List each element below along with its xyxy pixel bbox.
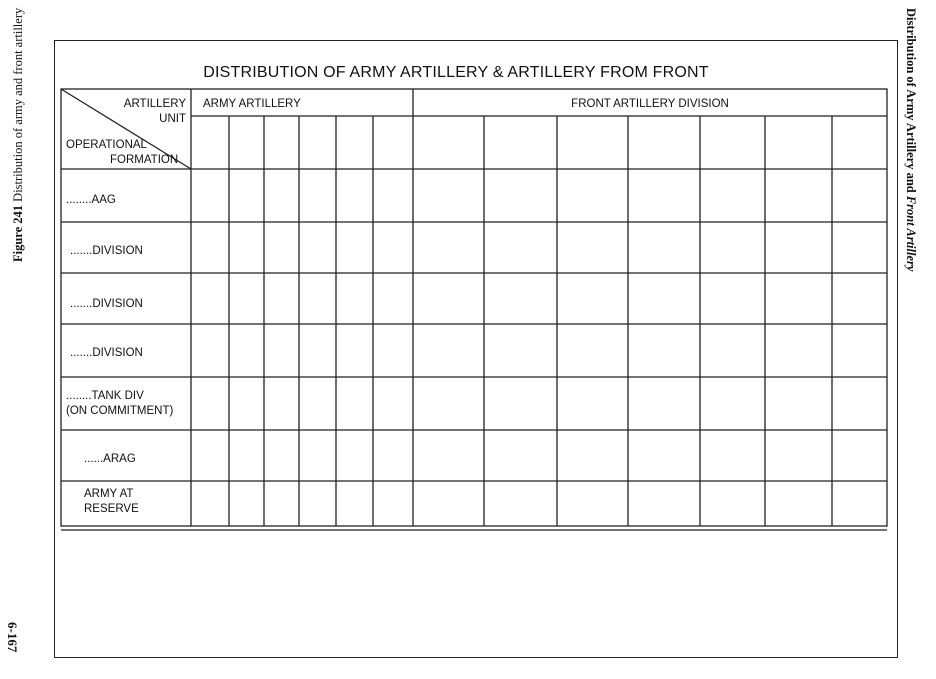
figure-label: Figure 241 xyxy=(11,205,25,263)
header-front-artillery-division: FRONT ARTILLERY DIVISION xyxy=(571,98,729,110)
row-label-line1: .......DIVISION xyxy=(70,245,143,257)
row-label xyxy=(84,487,139,517)
corner-top-line1: ARTILLERY xyxy=(123,98,186,110)
page-number: 6-167 xyxy=(5,622,20,653)
row-label xyxy=(70,346,143,361)
row-label xyxy=(70,244,143,259)
row-label-line1: ........TANK DIV xyxy=(66,390,144,402)
row-label-line1: .......DIVISION xyxy=(70,298,143,310)
running-head-italic: Front Artillery xyxy=(904,195,918,272)
corner-top-label xyxy=(112,97,186,127)
corner-bottom-line1: OPERATIONAL xyxy=(66,139,147,151)
row-label-line2: RESERVE xyxy=(84,503,139,515)
running-head-prefix: Distribution of Army Artillery and xyxy=(904,8,918,196)
table-title: DISTRIBUTION OF ARMY ARTILLERY & ARTILLERY FROM FRONT xyxy=(203,64,709,81)
row-label-line1: ......ARAG xyxy=(84,453,136,465)
figure-text: Distribution of army and front artillery xyxy=(11,8,25,203)
row-label-line2: (ON COMMITMENT) xyxy=(66,405,174,417)
row-label-line1: .......DIVISION xyxy=(70,347,143,359)
corner-top-line2: UNIT xyxy=(159,113,186,125)
header-army-artillery: ARMY ARTILLERY xyxy=(203,98,301,110)
row-label xyxy=(84,452,136,467)
corner-bottom-line2: FORMATION xyxy=(110,154,179,166)
row-label xyxy=(70,297,143,312)
row-label xyxy=(66,193,116,208)
row-label xyxy=(66,389,173,419)
row-label-line1: ARMY AT xyxy=(84,488,134,500)
table-border xyxy=(61,89,887,526)
row-label-line1: ........AAG xyxy=(66,194,116,206)
